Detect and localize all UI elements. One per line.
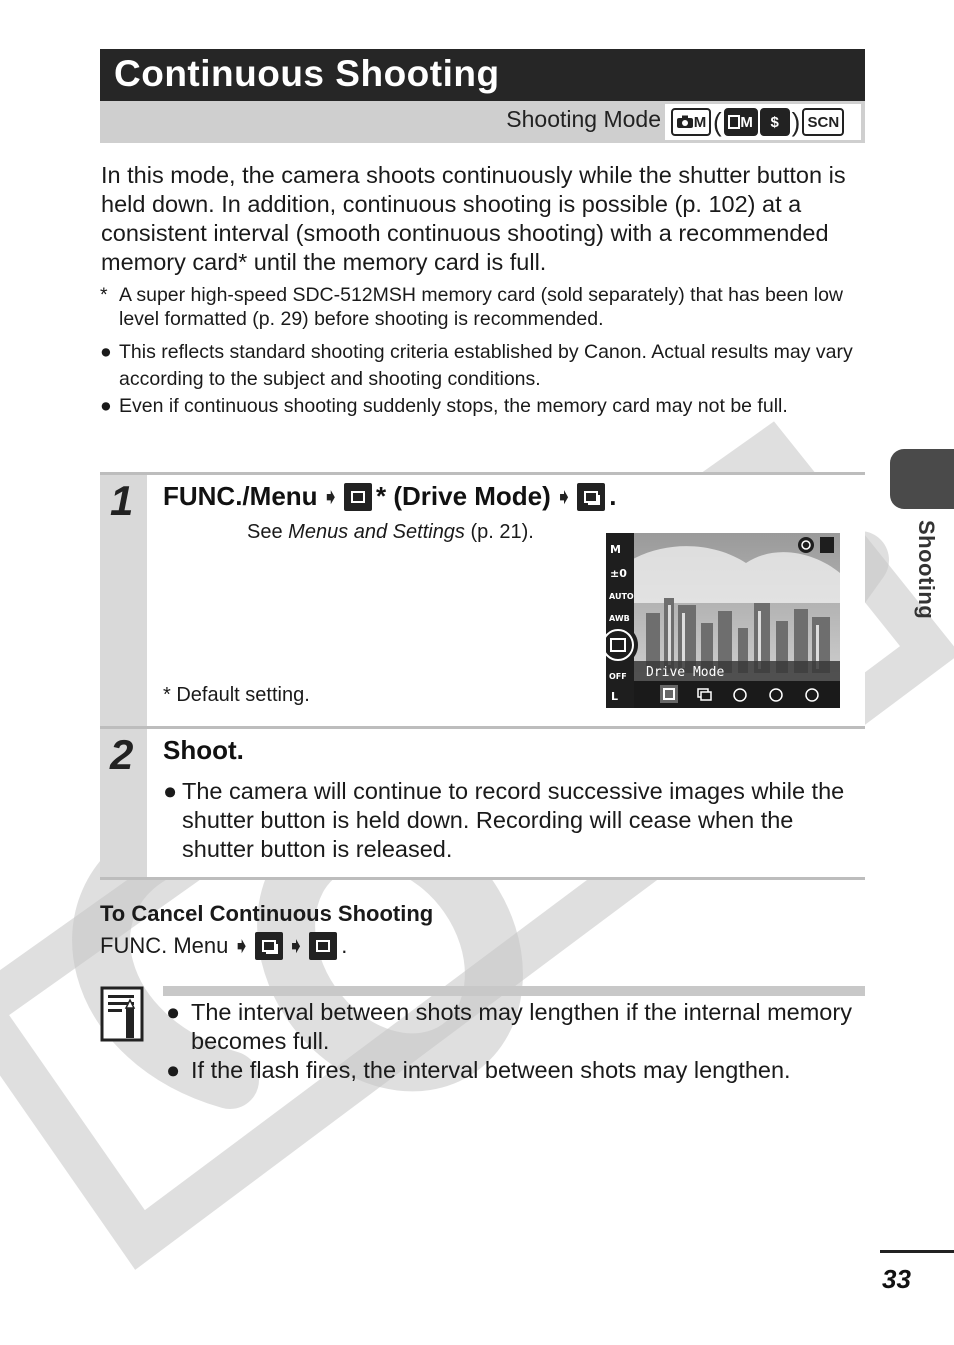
drive-mode-menu-label: Drive Mode (646, 665, 725, 680)
chapter-label: Shooting (914, 520, 939, 620)
step-number: 2 (110, 731, 134, 778)
intro-bullets (100, 339, 870, 420)
list-item: ● This reflects standard shooting criteria established by Canon. Actual results may vary according to the subject and shooting conditions. (100, 341, 853, 390)
screen-left-icon: L (611, 690, 619, 703)
drive-mode-screenshot (606, 533, 840, 708)
cancel-heading: To Cancel Continuous Shooting (100, 901, 434, 926)
list-item: ● If the flash fires, the interval between shots may lengthen. (166, 1057, 791, 1083)
notes-list (163, 998, 863, 1085)
chapter-tab (890, 449, 954, 509)
arrow-right-icon: ➧ (554, 483, 574, 509)
footnote-mark: * (100, 284, 108, 306)
menus-settings-reference: See Menus and Settings (p. 21). (247, 521, 534, 543)
camera-m-icon: M (671, 108, 711, 136)
step-2 (100, 726, 865, 880)
list-item: ● The camera will continue to record successive images while the shutter button is held down. Recording will cease when the shutter button is released. (163, 778, 845, 862)
footnote-text: A super high-speed SDC-512MSH memory card (sold separately) that has been low level formatted (p. 29) before shooting is recommended. (119, 284, 844, 330)
step-1-title: FUNC./Menu ➧ * (Drive Mode) ➧ . (163, 481, 617, 511)
cancel-instructions: FUNC. Menu ➧ ➧ . (100, 933, 348, 958)
bullet-icon: ● (100, 395, 112, 417)
shooting-mode-bar (100, 101, 865, 143)
shooting-mode-icons: M ( M $ ) SCN (665, 104, 861, 140)
note-icon (100, 986, 146, 1042)
screen-left-icon: AUTO (609, 592, 634, 601)
portrait-icon: $ (760, 108, 790, 136)
step-2-title: Shoot. (163, 735, 244, 765)
arrow-right-icon: ➧ (321, 483, 340, 509)
intro-footnote (100, 283, 870, 331)
screen-left-icon: OFF (609, 672, 627, 681)
bullet-icon: ● (100, 341, 112, 363)
screen-left-icon: AWB (609, 614, 630, 623)
movie-m-icon: M (724, 108, 758, 136)
continuous-shot-icon (255, 932, 283, 960)
single-shot-icon (344, 483, 372, 511)
notes-divider (163, 986, 865, 996)
screen-left-icon: M (610, 543, 621, 556)
list-item: ● The interval between shots may lengthen if the internal memory becomes full. (166, 999, 852, 1054)
screen-left-icon: ±0 (610, 567, 627, 580)
single-shot-icon (309, 932, 337, 960)
page-number-rule (880, 1250, 954, 1253)
shooting-mode-label: Shooting Mode (506, 106, 661, 132)
bullet-icon: ● (163, 778, 178, 804)
page-title: Continuous Shooting (100, 49, 865, 101)
scn-icon: SCN (802, 108, 844, 136)
step-number: 1 (110, 477, 134, 524)
list-item: ● Even if continuous shooting suddenly stops, the memory card may not be full. (100, 393, 870, 420)
step-2-bullets (163, 777, 863, 864)
page-number: 33 (882, 1264, 911, 1294)
continuous-shot-icon (577, 483, 605, 511)
default-setting-note: * Default setting. (163, 684, 310, 706)
step-1 (100, 472, 865, 728)
intro-paragraph: In this mode, the camera shoots continuously while the shutter button is held down. In addition, continuous shooting is possible (p. 102) at a consistent interval (smooth continuous shooting) with a recommended memory card* until the memory card is full. (101, 162, 846, 275)
bullet-icon: ● (166, 999, 181, 1025)
arrow-right-icon: ➧ (232, 933, 251, 958)
arrow-right-icon: ➧ (286, 933, 306, 958)
bullet-icon: ● (166, 1057, 181, 1083)
